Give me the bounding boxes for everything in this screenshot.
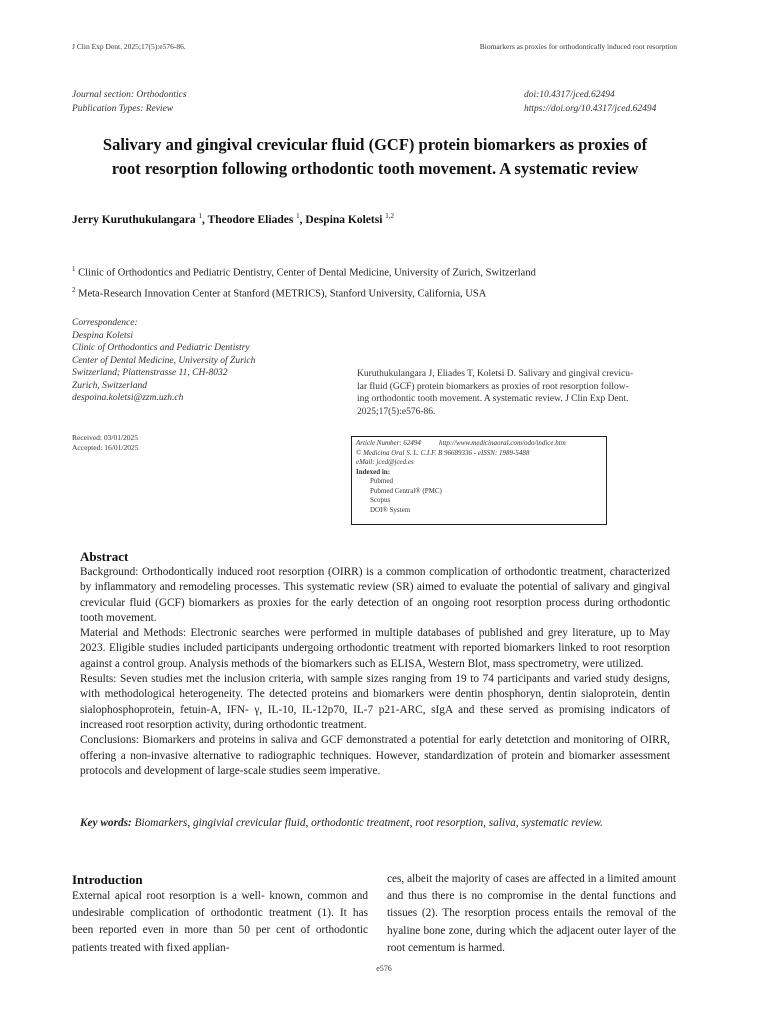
introduction-heading: Introduction [72, 872, 143, 887]
citation-line: 2025;17(5):e576-86. [357, 406, 436, 417]
abstract-methods: Material and Methods: Electronic searches were performed in multiple databases of published and grey literature, up to May 2023. Eligible studies included participants undergoing orthodontic treatment with reported biomarkers linked to root resorption against a control group. Analysis methods of the biomarkers such as ELISA, Western Blot, mass spectrometry, were utilized. [80, 627, 670, 670]
journal-section: Journal section: Orthodontics [72, 90, 187, 100]
correspondence-line: Center of Dental Medicine, University of Zurich [72, 355, 256, 366]
article-info-box [351, 436, 607, 525]
copyright-line: © Medicina Oral S. L. C.I.F. B 96689336 - eISSN: 1989-5488 [356, 448, 530, 457]
correspondence-email[interactable]: despoina.koletsi@zzm.uzh.ch [72, 393, 184, 403]
affiliation-marker: 1 [72, 265, 76, 273]
author-list: Jerry Kuruthukulangara $^1$, Theodore Eliades $^1$, Despina Koletsi $^{1,2}$ [72, 212, 395, 226]
author-name: Despina Koletsi [305, 213, 383, 226]
title-line-1: Salivary and gingival crevicular fluid (GCF) protein biomarkers as proxies of [102, 135, 648, 154]
citation-line: ing orthodontic tooth movement. A systematic review. J Clin Exp Dent. [357, 394, 629, 404]
received-date: Received: 03/01/2025 [72, 433, 139, 442]
correspondence-name: Despina Koletsi [72, 330, 133, 341]
article-title [72, 133, 678, 181]
citation-block [357, 368, 672, 418]
title-line-2: root resorption following orthodontic tooth movement. A systematic review [111, 159, 639, 178]
index-item: Scopus [370, 496, 391, 504]
author-affiliation-marker: 1 [296, 212, 300, 220]
journal-meta [72, 88, 187, 116]
affiliations [72, 261, 536, 302]
author-affiliation-marker: 1,2 [385, 212, 395, 220]
author-name: Jerry Kuruthukulangara [72, 213, 196, 226]
citation-line: Kuruthukulangara J, Eliades T, Koletsi D. Salivary and gingival crevicu- [357, 369, 634, 379]
index-item: DOI® System [370, 505, 411, 514]
doi-link[interactable]: https://doi.org/10.4317/jced.62494 [524, 104, 657, 114]
correspondence-line: Zurich, Switzerland [72, 380, 147, 391]
affiliation-text: Meta-Research Innovation Center at Stanford (METRICS), Stanford University, California, USA [78, 288, 487, 299]
keywords-text: Biomarkers, gingivial crevicular fluid, orthodontic treatment, root resorption, saliva, systematic review. [134, 817, 603, 829]
citation-line: lar fluid (GCF) protein biomarkers as proxies of root resorption follow- [357, 381, 629, 392]
correspondence-line: Switzerland; Plattenstrasse 11, CH-8032 [72, 368, 228, 378]
abstract-heading: Abstract [80, 549, 129, 564]
affiliation-marker: 2 [72, 285, 76, 294]
introduction-left-column [72, 871, 368, 957]
journal-url[interactable]: http://www.medicinaoral.com/odo/indice.htm [438, 439, 566, 447]
author-name: Theodore Eliades [207, 213, 294, 226]
correspondence-block [72, 317, 255, 405]
author-affiliation-marker: 1 [198, 212, 203, 220]
dates-block [72, 433, 138, 453]
indexed-label: Indexed in: [356, 467, 391, 476]
abstract-background: Background: Orthodontically induced root resorption (OIRR) is a common complication of orthodontic treatment, characterized by inflammatory and remodeling processes. This systematic review (SR) aimed to evaluate the potential of salivary and gingival crevicular fluid (GCF) biomarkers as proxies for the early detection of an ongoing root resorption process during orthodontic tooth movement. [80, 566, 670, 624]
correspondence-label: Correspondence: [72, 318, 138, 328]
keywords-label: Key words: [80, 817, 132, 829]
introduction-text-left: External apical root resorption is a well- known, common and undesirable complication of orthodontic treatment (1). It has been reported even in more than 50 per cent of orthodontic patients treated with fixed applian- [72, 890, 368, 954]
doi-block [524, 88, 656, 116]
page-number: e576 [376, 964, 392, 973]
introduction-right-column [387, 871, 676, 957]
introduction-text-right: ces, albeit the majority of cases are affected in a limited amount and thus there is no compromise in the dental functions and tissues (2). The resorption process entails the removal of the hyaline bone zone, during which the adjacent outer layer of the root cementum is harmed. [387, 873, 676, 954]
doi-text: doi:10.4317/jced.62494 [524, 90, 615, 100]
accepted-date: Accepted: 16/01/2025 [72, 443, 139, 452]
correspondence-line: Clinic of Orthodontics and Pediatric Dentistry [72, 343, 250, 353]
running-header-right: Biomarkers as proxies for orthodontically induced root resorption [479, 42, 677, 51]
affiliation-item [72, 261, 536, 282]
publication-type: Publication Types: Review [72, 104, 174, 114]
abstract-section [80, 549, 670, 779]
abstract-conclusions: Conclusions: Biomarkers and proteins in saliva and GCF demonstrated a potential for early detetction and monitoring of OIRR, offering a non-invasive alternative to radiographic techniques. However, standardization of protein and biomarker assessment protocols and development of large-scale studies seem imperative. [80, 734, 670, 777]
affiliation-text: Clinic of Orthodontics and Pediatric Dentistry, Center of Dental Medicine, University of Zurich, Switzerland [78, 267, 536, 279]
affiliation-item [72, 282, 536, 303]
running-header-left: J Clin Exp Dent. 2025;17(5):e576-86. [72, 42, 186, 51]
article-number: Article Number: 62494 [356, 439, 421, 447]
index-item: Pubmed Central® (PMC) [370, 486, 442, 495]
abstract-results: Results: Seven studies met the inclusion criteria, with sample sizes ranging from 19 to 74 participants and varied study designs, with methodological heterogeneity. The detected proteins and biomarkers were dentin phosphoryn, dentin sialoprotein, dentin sialophosphoprotein, fetuin-A, IFN- γ, IL-10, IL-12p70, IL-7 p21-ARC, sIgA and these served as promising indicators of increased root resorption activity, during orthodontic treatment. [80, 673, 670, 731]
index-item: Pubmed [370, 477, 393, 485]
keywords [80, 816, 670, 831]
journal-email[interactable]: eMail: jced@jced.es [356, 458, 414, 466]
article-number-row [356, 439, 602, 449]
